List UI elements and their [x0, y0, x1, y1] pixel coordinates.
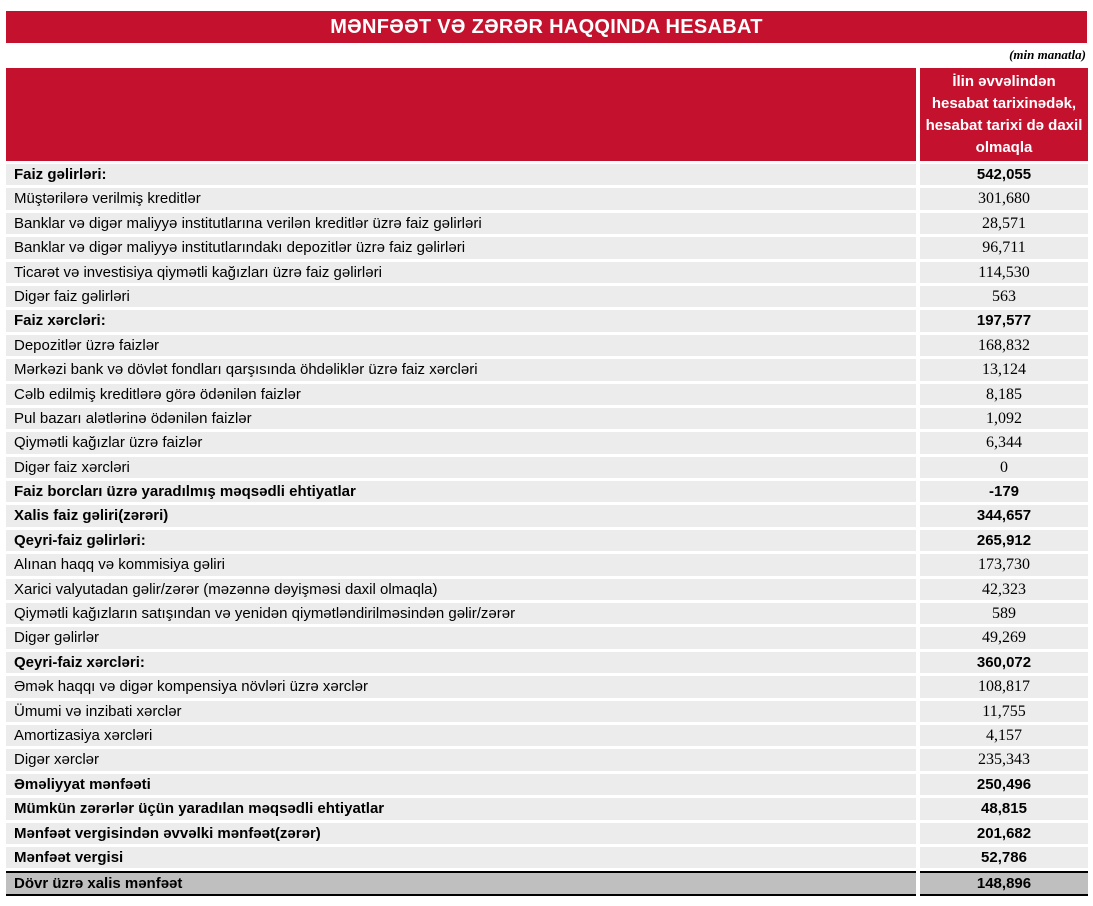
row-value: 13,124 [920, 359, 1088, 380]
table-row [6, 725, 1088, 746]
row-label: Qeyri-faiz gəlirləri: [6, 530, 916, 551]
row-label: Qiymətli kağızlar üzrə faizlər [6, 432, 916, 453]
table-row [6, 652, 1088, 673]
row-label: Cəlb edilmiş kreditlərə görə ödənilən faizlər [6, 384, 916, 405]
row-label: Xalis faiz gəliri(zərəri) [6, 505, 916, 526]
row-value: 1,092 [920, 408, 1088, 429]
row-value: 250,496 [920, 774, 1088, 795]
row-value: 360,072 [920, 652, 1088, 673]
row-label: Qiymətli kağızların satışından və yenidən qiymətləndirilməsindən gəlir/zərər [6, 603, 916, 624]
row-label: Qeyri-faiz xərcləri: [6, 652, 916, 673]
row-label: Mənfəət vergisi [6, 847, 916, 868]
row-value: 301,680 [920, 188, 1088, 209]
row-label: Amortizasiya xərcləri [6, 725, 916, 746]
table-row [6, 701, 1088, 722]
table-row [6, 871, 1088, 896]
table-header-row [6, 68, 1088, 161]
row-label: Digər xərclər [6, 749, 916, 770]
row-label: Ümumi və inzibati xərclər [6, 701, 916, 722]
table-row [6, 384, 1088, 405]
row-label: Ticarət və investisiya qiymətli kağızları üzrə faiz gəlirləri [6, 262, 916, 283]
row-value: 42,323 [920, 579, 1088, 600]
row-label: Əməliyyat mənfəəti [6, 774, 916, 795]
row-label: Digər faiz gəlirləri [6, 286, 916, 307]
report-page [0, 11, 1093, 906]
table-row [6, 432, 1088, 453]
row-value: 96,711 [920, 237, 1088, 258]
header-value-cell: İlin əvvəlindən hesabat tarixinədək, hesabat tarixi də daxil olmaqla [920, 68, 1088, 161]
row-value: 49,269 [920, 627, 1088, 648]
table-row [6, 359, 1088, 380]
row-label: Xarici valyutadan gəlir/zərər (məzənnə dəyişməsi daxil olmaqla) [6, 579, 916, 600]
row-label: Digər gəlirlər [6, 627, 916, 648]
row-value: 48,815 [920, 798, 1088, 819]
table-row [6, 627, 1088, 648]
row-label: Alınan haqq və kommisiya gəliri [6, 554, 916, 575]
row-label: Mümkün zərərlər üçün yaradılan məqsədli ehtiyatlar [6, 798, 916, 819]
row-value: 11,755 [920, 701, 1088, 722]
row-value: 52,786 [920, 847, 1088, 868]
page-title: MƏNFƏƏT VƏ ZƏRƏR HAQQINDA HESABAT [6, 11, 1087, 43]
header-label-cell [6, 68, 916, 161]
table-row [6, 481, 1088, 502]
table-row [6, 335, 1088, 356]
table-row [6, 262, 1088, 283]
table-row [6, 798, 1088, 819]
row-label: Faiz gəlirləri: [6, 164, 916, 185]
row-value: 6,344 [920, 432, 1088, 453]
row-label: Dövr üzrə xalis mənfəət [6, 871, 916, 896]
unit-note: (min manatla) [1009, 47, 1086, 62]
row-label: Faiz borcları üzrə yaradılmış məqsədli ehtiyatlar [6, 481, 916, 502]
table-row [6, 676, 1088, 697]
row-label: Banklar və digər maliyyə institutlarına verilən kreditlər üzrə faiz gəlirləri [6, 213, 916, 234]
table-row [6, 554, 1088, 575]
profit-loss-table [6, 68, 1088, 896]
row-value: 173,730 [920, 554, 1088, 575]
row-value: 168,832 [920, 335, 1088, 356]
row-label: Depozitlər üzrə faizlər [6, 335, 916, 356]
row-value: 589 [920, 603, 1088, 624]
table-row [6, 603, 1088, 624]
row-label: Əmək haqqı və digər kompensiya növləri üzrə xərclər [6, 676, 916, 697]
table-row [6, 530, 1088, 551]
table-row [6, 237, 1088, 258]
table-row [6, 749, 1088, 770]
table-row [6, 310, 1088, 331]
row-value: 108,817 [920, 676, 1088, 697]
row-label: Banklar və digər maliyyə institutlarındakı depozitlər üzrə faiz gəlirləri [6, 237, 916, 258]
row-label: Müştərilərə verilmiş kreditlər [6, 188, 916, 209]
row-value: 563 [920, 286, 1088, 307]
row-label: Digər faiz xərcləri [6, 457, 916, 478]
row-value: 235,343 [920, 749, 1088, 770]
table-row [6, 579, 1088, 600]
row-label: Faiz xərcləri: [6, 310, 916, 331]
table-row [6, 188, 1088, 209]
row-value: 4,157 [920, 725, 1088, 746]
table-rows [6, 164, 1088, 896]
row-value: 28,571 [920, 213, 1088, 234]
table-row [6, 408, 1088, 429]
row-value: -179 [920, 481, 1088, 502]
table-row [6, 774, 1088, 795]
table-row [6, 213, 1088, 234]
row-value: 344,657 [920, 505, 1088, 526]
row-value: 197,577 [920, 310, 1088, 331]
table-row [6, 847, 1088, 868]
row-value: 148,896 [920, 871, 1088, 896]
row-value: 114,530 [920, 262, 1088, 283]
row-value: 8,185 [920, 384, 1088, 405]
row-label: Mərkəzi bank və dövlət fondları qarşısında öhdəliklər üzrə faiz xərcləri [6, 359, 916, 380]
row-value: 542,055 [920, 164, 1088, 185]
row-value: 0 [920, 457, 1088, 478]
row-value: 265,912 [920, 530, 1088, 551]
row-label: Pul bazarı alətlərinə ödənilən faizlər [6, 408, 916, 429]
table-row [6, 823, 1088, 844]
table-row [6, 505, 1088, 526]
table-row [6, 457, 1088, 478]
table-row [6, 164, 1088, 185]
table-row [6, 286, 1088, 307]
row-label: Mənfəət vergisindən əvvəlki mənfəət(zərər) [6, 823, 916, 844]
row-value: 201,682 [920, 823, 1088, 844]
